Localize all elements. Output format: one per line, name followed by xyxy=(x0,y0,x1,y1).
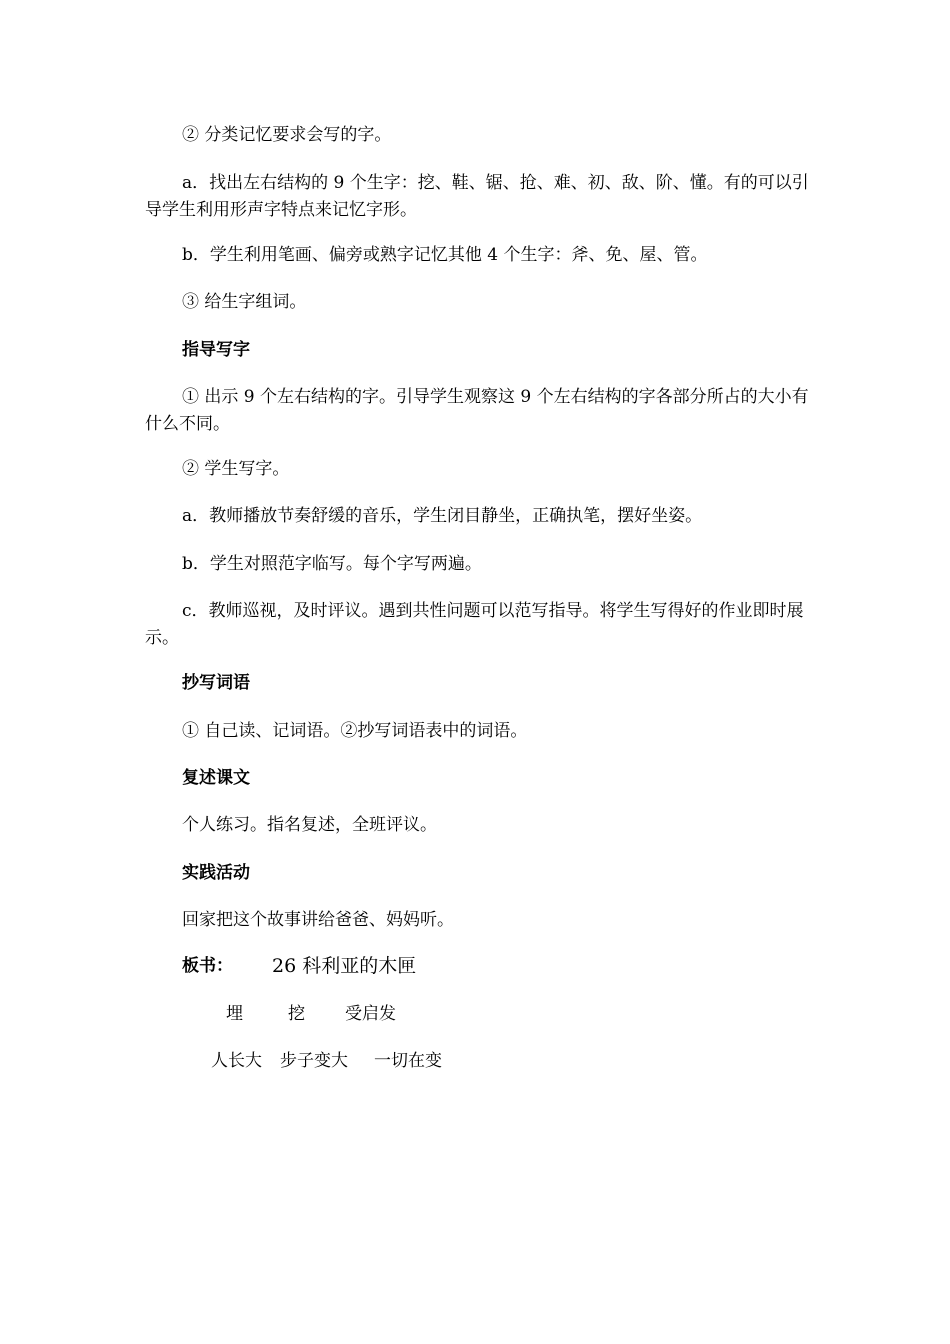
heading-writing-guidance: 指导写字 xyxy=(182,340,250,360)
board-row2-item: 人长大 xyxy=(211,1051,262,1071)
paragraph-other-chars: b．学生利用笔画、偏旁或熟字记忆其他 4 个生字：斧、免、屋、管。 xyxy=(182,245,708,265)
paragraph-copy-model: b．学生对照范字临写。每个字写两遍。 xyxy=(182,554,482,574)
paragraph-show-chars: ① 出示 9 个左右结构的字。引导学生观察这 9 个左右结构的字各部分所占的大小有什么不同。 xyxy=(145,387,809,434)
paragraph-retell-practice: 个人练习。指名复述，全班评议。 xyxy=(182,815,437,835)
board-row1-item: 挖 xyxy=(288,1004,305,1024)
paragraph-read-words: ① 自己读、记词语。②抄写词语表中的词语。 xyxy=(182,721,528,741)
board-row1-item: 埋 xyxy=(226,1004,243,1024)
board-row1-item: 受启发 xyxy=(345,1004,396,1024)
paragraph-classify-memory: ② 分类记忆要求会写的字。 xyxy=(182,125,392,145)
board-row2-item: 一切在变 xyxy=(374,1051,442,1071)
heading-retell: 复述课文 xyxy=(182,768,250,788)
paragraph-music: a．教师播放节奏舒缓的音乐，学生闭目静坐，正确执笔，摆好坐姿。 xyxy=(182,506,703,526)
board-label: 板书： xyxy=(182,956,233,976)
board-row2-item: 步子变大 xyxy=(280,1051,348,1071)
paragraph-students-write: ② 学生写字。 xyxy=(182,459,290,479)
paragraph-tell-parents: 回家把这个故事讲给爸爸、妈妈听。 xyxy=(182,910,454,930)
heading-copy-words: 抄写词语 xyxy=(182,673,250,693)
paragraph-teacher-patrol: c．教师巡视，及时评议。遇到共性问题可以范写指导。将学生写得好的作业即时展示。 xyxy=(145,601,804,648)
board-title: 26 科利亚的木匣 xyxy=(272,955,417,977)
paragraph-word-forming: ③ 给生字组词。 xyxy=(182,292,307,312)
paragraph-left-right-chars: a．找出左右结构的 9 个生字：挖、鞋、锯、抢、难、初、敌、阶、懂。有的可以引导学生利用形声字特点来记忆字形。 xyxy=(145,173,809,220)
heading-practice-activity: 实践活动 xyxy=(182,863,250,883)
